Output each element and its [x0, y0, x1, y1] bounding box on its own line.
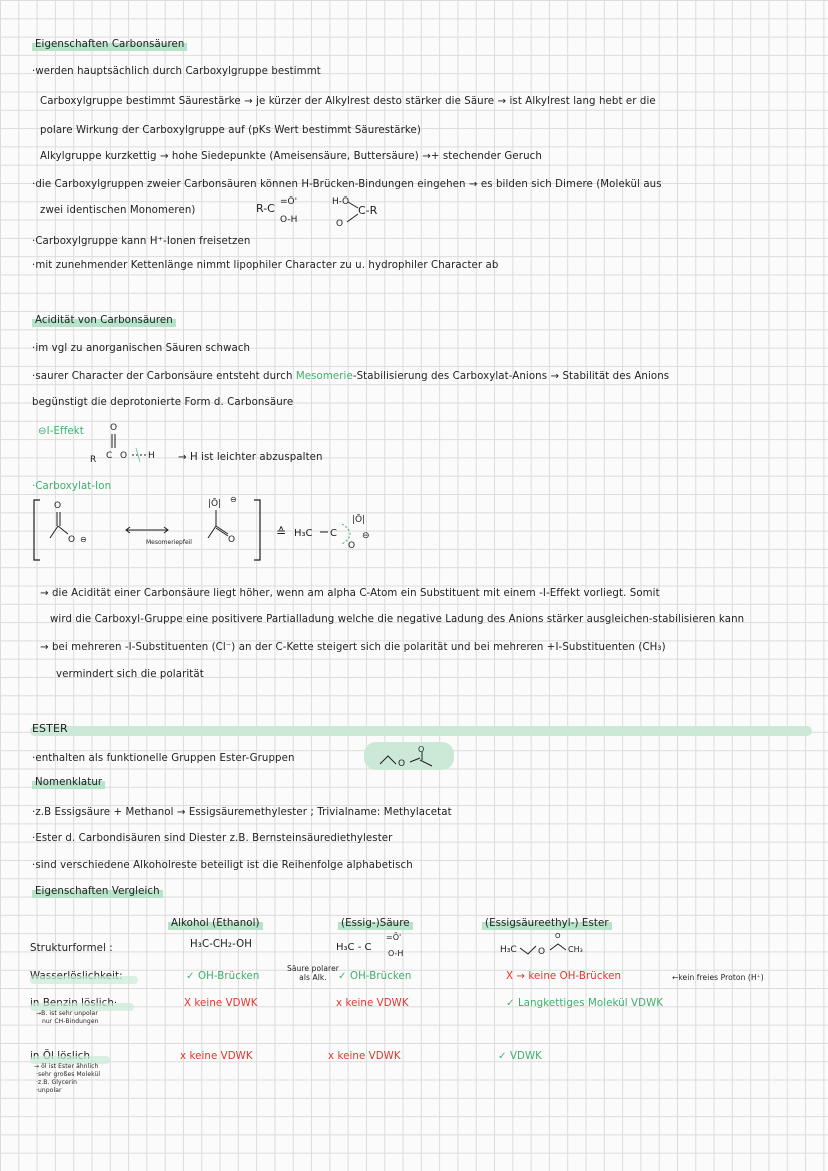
benzin-alkohol: X keine VDWK	[184, 998, 258, 1009]
equivalent-sign: ≙	[276, 525, 287, 539]
water-alkohol: ✓ OH-Brücken	[186, 971, 260, 982]
text-line	[32, 370, 669, 384]
o-top: =Ō'	[280, 197, 298, 207]
section-title-aciditaet: Acidität von Carbonsäuren	[32, 314, 176, 328]
bond	[520, 946, 536, 954]
minus-charge: ⊖	[80, 535, 87, 544]
text-line: begünstigt die deprotonierte Form d. Carbonsäure	[32, 397, 294, 408]
oxygen: O	[348, 541, 356, 551]
h3c: H₃C	[294, 528, 313, 539]
text-line: vermindert sich die polarität	[56, 669, 204, 680]
oxygen: O	[538, 947, 546, 957]
dimer-left: R-C	[256, 202, 275, 215]
r-group: R	[90, 455, 97, 465]
i-effekt-note: → H ist leichter abzuspalten	[178, 452, 323, 463]
water-saeure: ✓ OH-Brücken	[338, 971, 412, 982]
bond	[58, 526, 68, 534]
oxygen: O	[54, 501, 62, 511]
text-line: ·z.B Essigsäure + Methanol → Essigsäuremethylester ; Trivialname: Methylacetat	[32, 807, 452, 818]
column-header-saeure: (Essig-)Säure	[338, 917, 413, 931]
benzin-ester: ✓ Langkettiges Molekül VDWK	[506, 998, 664, 1009]
text-line: → die Acidität einer Carbonsäure liegt höher, wenn am alpha C-Atom ein Substituent mit einem -I-Effekt vorliegt. Somit	[40, 588, 660, 599]
hydrogen: H	[148, 451, 155, 461]
struct-saeure	[336, 930, 416, 960]
carbon: C	[106, 451, 113, 461]
oxygen-top: O	[418, 745, 425, 754]
text-line: ·Carboxylgruppe kann H⁺-Ionen freisetzen	[32, 236, 251, 247]
text-line: polare Wirkung der Carboxylgruppe auf (pKs Wert bestimmt Säurestärke)	[40, 125, 421, 136]
oxygen-top: O	[110, 423, 118, 433]
nomenklatur-heading: Nomenklatur	[32, 776, 105, 790]
text-line: wird die Carboxyl-Gruppe eine positivere Partialladung welche die negative Ladung des Anions stärker ausgleichen-stabilisieren kann	[50, 614, 745, 625]
column-header-ester: (Essigsäureethyl-) Ester	[482, 917, 612, 931]
i-effekt-label: ⊖I-Effekt	[38, 426, 84, 437]
carbon: C	[330, 528, 337, 539]
text-line: → bei mehreren -I-Substituenten (Cl⁻) an der C-Kette steigert sich die polarität und bei mehreren +I-Substituenten (CH₃)	[40, 642, 666, 653]
section-bar	[30, 726, 812, 736]
oel-note: ·unpolar	[36, 1087, 62, 1094]
bond	[348, 202, 358, 208]
section-title-ester: ESTER	[32, 722, 68, 735]
carboxylat-mesomerie	[30, 494, 400, 566]
benzin-note: nur CH-Bindungen	[42, 1018, 99, 1025]
h-o: H-Ō	[332, 197, 350, 207]
delocalized-charge: ⊖	[362, 531, 370, 541]
vergleich-heading: Eigenschaften Vergleich	[32, 885, 163, 899]
row-label-struktur: Strukturformel :	[30, 943, 113, 954]
o-top: =Ō'	[386, 933, 402, 942]
text-line: zwei identischen Monomeren)	[40, 205, 196, 216]
o-bottom: O	[336, 219, 344, 229]
oxygen: O	[228, 535, 236, 545]
bracket-right	[254, 500, 260, 560]
text-line: ·enthalten als funktionelle Gruppen Ester-Gruppen	[32, 753, 295, 764]
struct-alkohol: H₃C-CH₂-OH	[190, 939, 253, 950]
column-header-alkohol: Alkohol (Ethanol)	[168, 917, 263, 931]
oxygen: O	[398, 759, 406, 769]
dimer-structure	[250, 188, 400, 232]
water-ester-note: ←kein freies Proton (H⁺)	[672, 973, 764, 982]
mesomeriepfeil-label: Mesomeriepfeil	[146, 539, 192, 546]
oel-note: ·z.B. Glycerin	[36, 1079, 78, 1086]
text-line: Carboxylgruppe bestimmt Säurestärke → je kürzer der Alkylrest desto stärker die Säure → ist Alkylrest lang hebt er die	[40, 96, 656, 107]
oxygen-bar: |Ō|	[352, 515, 366, 525]
oxygen-bar: |Ō|	[208, 499, 222, 509]
ch3: CH₃	[568, 945, 583, 954]
text-line: ·werden hauptsächlich durch Carboxylgruppe bestimmt	[32, 66, 321, 77]
oel-note: ·sehr großes Molekül	[36, 1071, 101, 1078]
text-line: ·Ester d. Carbondisäuren sind Diester z.B. Bernsteinsäurediethylester	[32, 833, 393, 844]
oel-saeure: x keine VDWK	[328, 1051, 401, 1062]
text-line: ·die Carboxylgruppen zweier Carbonsäuren können H-Brücken-Bindungen eingehen → es bilden sich Dimere (Molekül aus	[32, 179, 662, 190]
section-title-carbonsaeuren: Eigenschaften Carbonsäuren	[32, 38, 187, 52]
benzin-note: →B. ist sehr unpolar	[36, 1010, 98, 1017]
acid-polarity-note: Säure polarer als Alk.	[287, 964, 339, 982]
bond	[550, 944, 566, 950]
bond	[347, 214, 358, 222]
oxygen: O	[120, 451, 128, 461]
text-fragment: ·saurer Character der Carbonsäure entsteht durch	[32, 371, 293, 382]
carboxylat-label: ·Carboxylat-Ion	[32, 481, 112, 492]
ester-group-structure	[362, 740, 458, 772]
bond	[50, 526, 58, 538]
h3c-ester: H₃C	[500, 945, 517, 955]
text-line: ·sind verschiedene Alkoholreste beteiligt ist die Reihenfolge alphabetisch	[32, 860, 413, 871]
benzin-saeure: x keine VDWK	[336, 998, 409, 1009]
oxygen: O	[68, 535, 76, 545]
o-h: O-H	[280, 215, 298, 225]
struct-ester	[500, 930, 600, 960]
water-ester: X → keine OH-Brücken	[506, 971, 622, 982]
bond	[208, 526, 216, 538]
oxygen-top: O	[555, 932, 561, 940]
mesomerie-highlight: Mesomerie	[295, 371, 353, 382]
bond	[216, 528, 228, 536]
o-h: O-H	[388, 949, 404, 958]
ester-highlight	[364, 742, 454, 770]
text-line: ·im vgl zu anorganischen Säuren schwach	[32, 343, 251, 354]
text-line: ·mit zunehmender Kettenlänge nimmt lipophiler Character zu u. hydrophiler Character ab	[32, 260, 499, 271]
oel-note: → öl ist Ester ähnlich	[34, 1063, 99, 1070]
bracket-left	[34, 500, 40, 560]
minus-charge: ⊖	[230, 495, 237, 504]
dimer-right: C-R	[358, 204, 378, 217]
saeure-chain: H₃C - C	[336, 942, 372, 953]
row-highlight	[30, 976, 138, 984]
bond	[216, 526, 228, 534]
text-fragment: -Stabilisierung des Carboxylat-Anions → Stabilität des Anions	[352, 371, 670, 382]
text-line: Alkylgruppe kurzkettig → hohe Siedepunkte (Ameisensäure, Buttersäure) →+ stechender Geruch	[40, 151, 542, 162]
oel-ester: ✓ VDWK	[498, 1051, 542, 1062]
oel-alkohol: x keine VDWK	[180, 1051, 253, 1062]
